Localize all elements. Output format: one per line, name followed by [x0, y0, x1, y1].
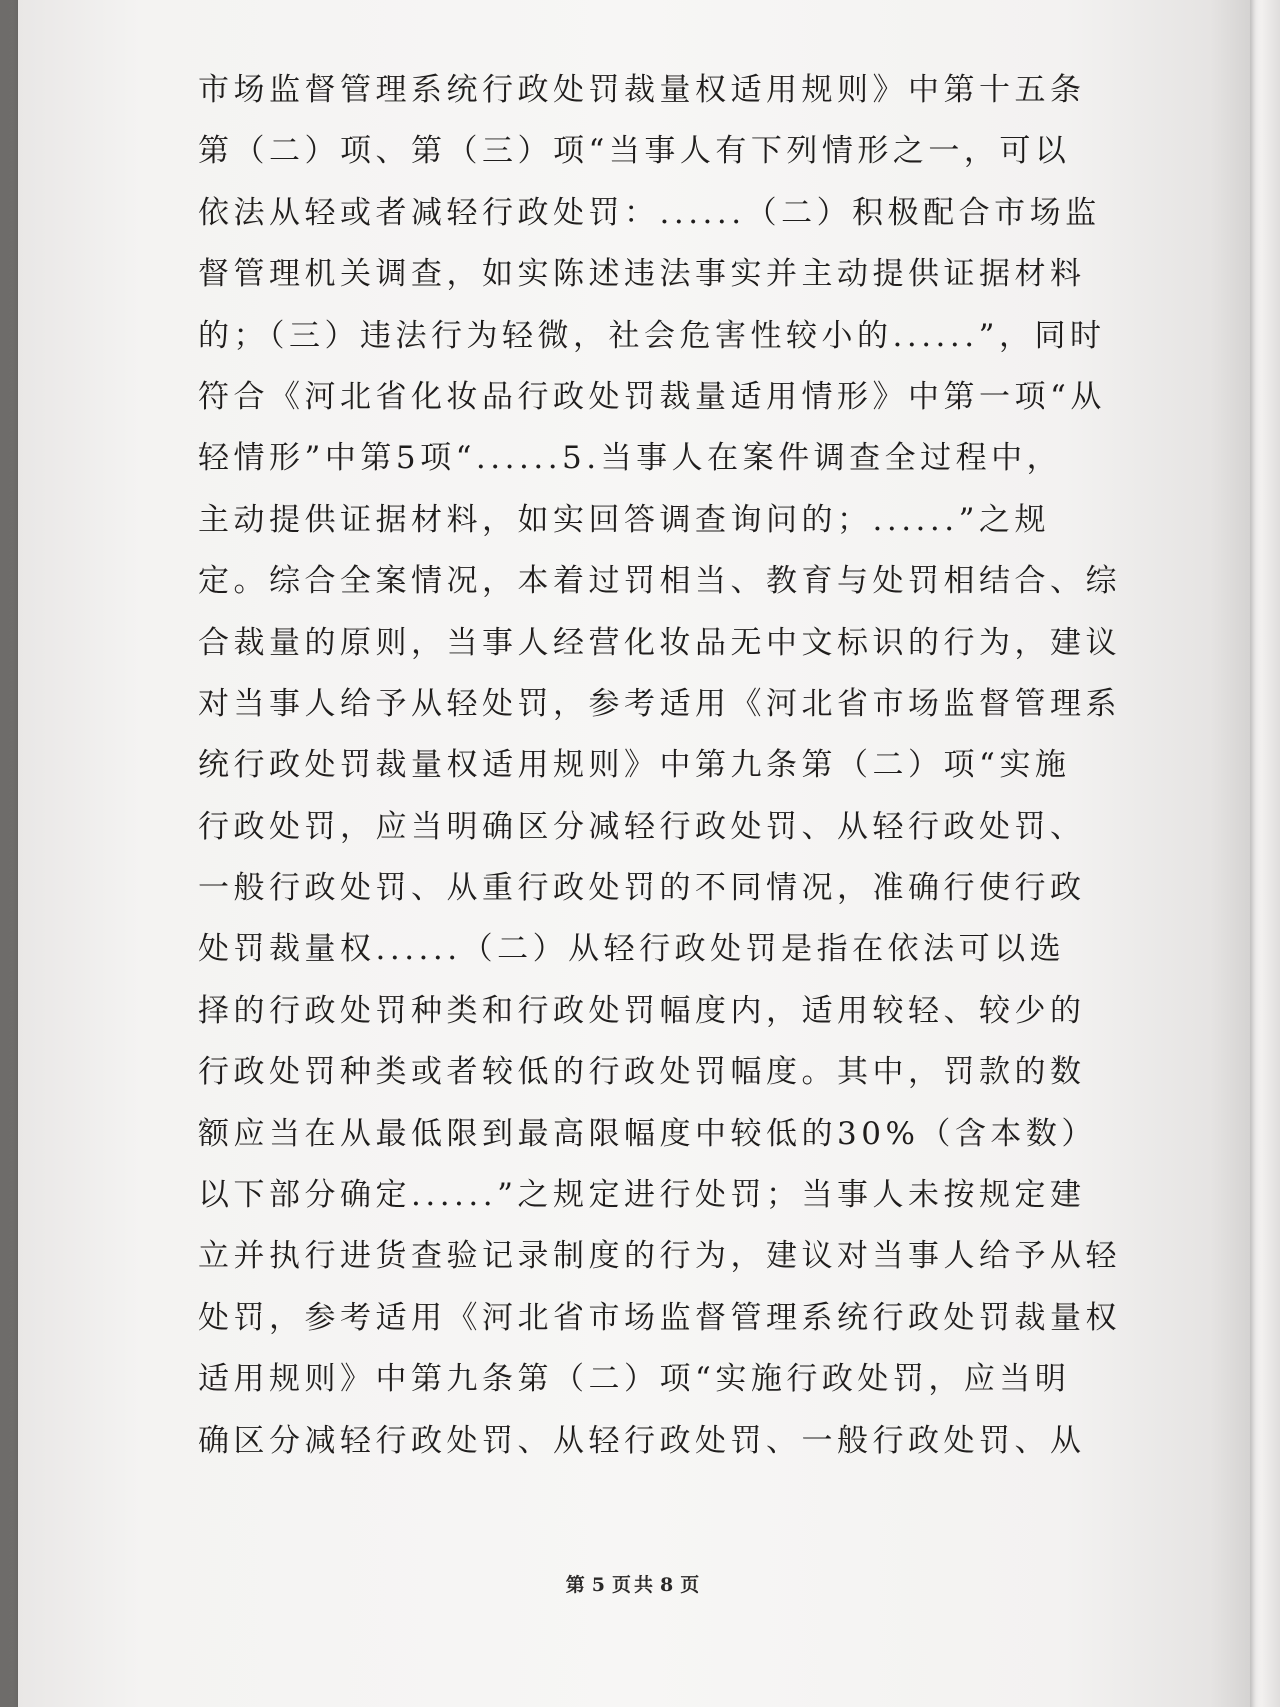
footer-prefix: 第: [565, 1574, 588, 1596]
page-footer: [18, 1570, 1250, 1597]
page-shadow: [1210, 0, 1250, 1707]
text-line: 行政处罚种类或者较低的行政处罚幅度。其中，罚款的数: [198, 1054, 1086, 1091]
text-line: 以下部分确定......”之规定进行处罚；当事人未按规定建: [198, 1177, 1086, 1214]
text-line: 依法从轻或者减轻行政处罚：......（二）积极配合市场监: [198, 194, 1101, 231]
footer-total-pages: 8: [660, 1574, 677, 1596]
text-line: 行政处罚，应当明确区分减轻行政处罚、从轻行政处罚、: [198, 808, 1086, 845]
text-line: 市场监督管理系统行政处罚裁量权适用规则》中第十五条: [198, 72, 1086, 108]
text-line: 主动提供证据材料，如实回答调查询问的；......”之规: [198, 501, 1050, 538]
text-line: 对当事人给予从轻处罚，参考适用《河北省市场监督管理系: [198, 685, 1121, 722]
text-line: 择的行政处罚种类和行政处罚幅度内，适用较轻、较少的: [198, 992, 1086, 1029]
text-line: 立并执行进货查验记录制度的行为，建议对当事人给予从轻: [198, 1238, 1121, 1275]
footer-page-number: 5: [591, 1574, 608, 1596]
text-line: 处罚裁量权......（二）从轻行政处罚是指在依法可以选: [198, 931, 1066, 968]
text-line: 合裁量的原则，当事人经营化妆品无中文标识的行为，建议: [198, 624, 1121, 661]
text-line: 额应当在从最低限到最高限幅度中较低的30%（含本数）: [198, 1115, 1097, 1152]
text-line: 的；（三）违法行为轻微，社会危害性较小的......”，同时: [198, 317, 1106, 354]
text-line: 轻情形”中第5项“......5.当事人在案件调查全过程中，: [198, 440, 1063, 477]
text-line: 第（二）项、第（三）项“当事人有下列情形之一，可以: [198, 133, 1071, 170]
text-line: 统行政处罚裁量权适用规则》中第九条第（二）项“实施: [198, 747, 1071, 784]
text-line: 处罚，参考适用《河北省市场监督管理系统行政处罚裁量权: [198, 1299, 1121, 1336]
body-text: [198, 60, 1121, 1472]
text-line: 符合《河北省化妆品行政处罚裁量适用情形》中第一项“从: [198, 378, 1106, 415]
text-line: 确区分减轻行政处罚、从轻行政处罚、一般行政处罚、从: [198, 1422, 1086, 1459]
text-line: 定。综合全案情况，本着过罚相当、教育与处罚相结合、综: [198, 563, 1121, 600]
text-line: 适用规则》中第九条第（二）项“实施行政处罚，应当明: [198, 1361, 1071, 1398]
document-page: [18, 0, 1250, 1707]
text-line: 督管理机关调查，如实陈述违法事实并主动提供证据材料: [198, 256, 1086, 293]
text-line: 一般行政处罚、从重行政处罚的不同情况，准确行使行政: [198, 870, 1086, 907]
footer-middle: 页共: [611, 1574, 656, 1596]
footer-suffix: 页: [680, 1574, 703, 1596]
